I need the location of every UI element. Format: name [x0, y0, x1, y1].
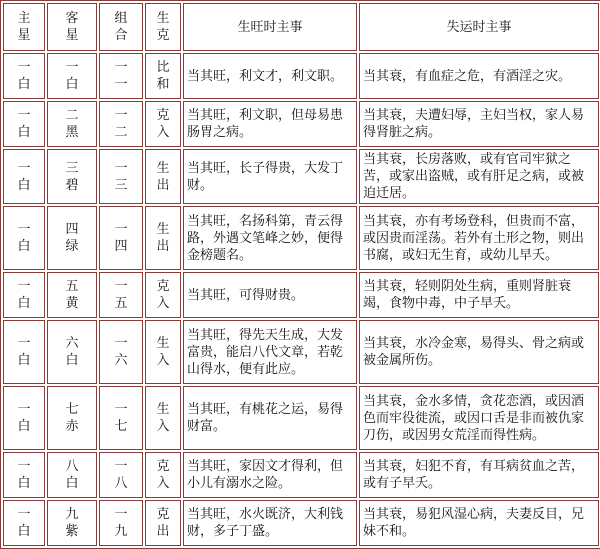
combination-cell-line1: 一 [114, 108, 128, 123]
declining-effect-cell: 当其衰，易犯风湿心病，夫妻反目，兄妹不和。 [359, 500, 599, 546]
host-star-cell-line1: 一 [17, 402, 31, 417]
host-star-cell-line1: 一 [17, 222, 31, 237]
combination-cell [99, 386, 143, 450]
relation-cell-line2: 入 [156, 419, 170, 434]
declining-effect-cell: 当其衰，夫遭妇辱，主妇当权，家人易得肾脏之病。 [359, 101, 599, 147]
relation-cell-line2: 出 [156, 524, 170, 539]
relation-cell-line1: 生 [156, 222, 170, 237]
table-body [3, 53, 599, 546]
host-star-cell-line2: 白 [17, 476, 31, 491]
guest-star-cell-line2: 白 [65, 353, 79, 368]
table-row [3, 53, 599, 99]
relation-cell-line1: 克 [156, 108, 170, 123]
host-star-cell [3, 206, 45, 270]
relation-cell [145, 53, 181, 99]
prosperous-effect-cell: 当其旺，利文才，利文职。 [183, 53, 357, 99]
host-star-cell-line2: 白 [17, 353, 31, 368]
host-star-cell-line1: 一 [17, 459, 31, 474]
declining-effect-cell: 当其衰，长房落败，或有官司牢狱之苦，或家出盗贼，或有肝足之病，或被迫迁居。 [359, 149, 599, 204]
guest-star-cell [47, 101, 97, 147]
relation-cell [145, 500, 181, 546]
guest-star-cell-line2: 黄 [65, 296, 79, 311]
header-host-star [3, 3, 45, 51]
header-host-star-line1: 主 [17, 11, 31, 26]
table-row [3, 452, 599, 498]
header-combination [99, 3, 143, 51]
header-guest-star [47, 3, 97, 51]
guest-star-cell-line2: 赤 [65, 419, 79, 434]
table-row [3, 101, 599, 147]
guest-star-cell-line2: 碧 [65, 177, 79, 193]
host-star-cell [3, 386, 45, 450]
relation-cell-line1: 生 [156, 402, 170, 417]
host-star-cell-line2: 白 [17, 125, 31, 140]
host-star-cell-line1: 一 [17, 60, 31, 75]
guest-star-cell-line1: 八 [65, 459, 79, 474]
relation-cell-line2: 入 [156, 125, 170, 140]
relation-cell [145, 452, 181, 498]
table-row [3, 206, 599, 270]
prosperous-effect-cell: 当其旺，家因文才得利，但小儿有溺水之险。 [183, 452, 357, 498]
prosperous-effect-cell: 当其旺，利文职，但母易患肠胃之病。 [183, 101, 357, 147]
header-combination-line2: 合 [114, 28, 128, 43]
header-guest-star-line1: 客 [65, 11, 79, 26]
combination-cell-line1: 一 [114, 507, 128, 522]
host-star-cell-line1: 一 [17, 279, 31, 294]
declining-effect-cell: 当其衰，亦有考场登科，但贵而不富，或因贵而淫荡。若外有土形之物，则出书腐，或妇无生育，或幼儿早夭。 [359, 206, 599, 270]
host-star-cell-line2: 白 [17, 239, 31, 254]
header-relation-line2: 克 [156, 28, 170, 43]
combination-cell [99, 206, 143, 270]
combination-cell [99, 272, 143, 318]
header-row [3, 3, 599, 51]
relation-cell-line1: 生 [156, 160, 170, 176]
relation-cell [145, 101, 181, 147]
guest-star-cell [47, 206, 97, 270]
prosperous-effect-cell: 当其旺，长子得贵，大发丁财。 [183, 149, 357, 204]
prosperous-effect-cell: 当其旺，名扬科第，青云得路，外遇文笔峰之妙，便得金榜题名。 [183, 206, 357, 270]
host-star-cell [3, 101, 45, 147]
host-star-cell [3, 149, 45, 204]
host-star-cell-line1: 一 [17, 336, 31, 351]
relation-cell-line2: 出 [156, 239, 170, 254]
guest-star-cell [47, 149, 97, 204]
header-relation-line1: 生 [156, 11, 170, 26]
declining-effect-cell: 当其衰，金水多情，贪花恋酒，或因酒色而牢役徙流，或因口舌是非而被仇家刀伤，或因男女荒淫而得性病。 [359, 386, 599, 450]
relation-cell-line1: 克 [156, 507, 170, 522]
guest-star-cell [47, 272, 97, 318]
combination-cell [99, 149, 143, 204]
header-relation [145, 3, 181, 51]
declining-effect-cell: 当其衰，轻则阴处生病，重则肾脏衰竭，食物中毒，中子早夭。 [359, 272, 599, 318]
host-star-cell-line2: 白 [17, 77, 31, 92]
host-star-cell-line2: 白 [17, 524, 31, 539]
prosperous-effect-cell: 当其旺，有桃花之运，易得财富。 [183, 386, 357, 450]
guest-star-cell [47, 320, 97, 384]
host-star-cell-line1: 一 [17, 507, 31, 522]
combination-cell-line2: 六 [114, 353, 128, 368]
combination-cell-line2: 三 [114, 177, 128, 193]
header-combination-line1: 组 [114, 11, 128, 26]
relation-cell [145, 320, 181, 384]
table-row [3, 386, 599, 450]
relation-cell [145, 206, 181, 270]
relation-cell-line2: 入 [156, 476, 170, 491]
header-prosperous: 生旺时主事 [183, 3, 357, 51]
guest-star-cell-line2: 黑 [65, 125, 79, 140]
relation-cell [145, 272, 181, 318]
guest-star-cell [47, 452, 97, 498]
host-star-cell [3, 500, 45, 546]
guest-star-cell-line1: 五 [65, 279, 79, 294]
guest-star-cell-line1: 四 [65, 222, 79, 237]
header-declining: 失运时主事 [359, 3, 599, 51]
prosperous-effect-cell: 当其旺，可得财贵。 [183, 272, 357, 318]
declining-effect-cell: 当其衰，水冷金寒，易得头、骨之病或被金属所伤。 [359, 320, 599, 384]
guest-star-cell-line1: 一 [65, 60, 79, 75]
header-host-star-line2: 星 [17, 28, 31, 43]
guest-star-cell-line2: 白 [65, 77, 79, 92]
host-star-cell [3, 452, 45, 498]
header-guest-star-line2: 星 [65, 28, 79, 43]
relation-cell-line1: 生 [156, 336, 170, 351]
combination-cell-line2: 一 [114, 77, 128, 92]
combination-cell-line1: 一 [114, 336, 128, 351]
host-star-cell [3, 272, 45, 318]
combination-cell-line1: 一 [114, 279, 128, 294]
relation-cell-line1: 克 [156, 279, 170, 294]
table-row [3, 149, 599, 204]
table-row [3, 320, 599, 384]
combination-cell-line1: 一 [114, 222, 128, 237]
table-row [3, 272, 599, 318]
guest-star-cell-line2: 绿 [65, 239, 79, 254]
guest-star-cell-line2: 紫 [65, 524, 79, 539]
prosperous-effect-cell: 当其旺，得先天生成，大发富贵，能启八代文章，若乾山得水，便有此应。 [183, 320, 357, 384]
relation-cell-line1: 比 [156, 60, 170, 75]
guest-star-cell-line1: 七 [65, 402, 79, 417]
combination-cell [99, 320, 143, 384]
combination-cell-line1: 一 [114, 60, 128, 75]
relation-cell-line2: 出 [156, 177, 170, 193]
combination-cell [99, 101, 143, 147]
prosperous-effect-cell: 当其旺，水火既济，大利钱财，多子丁盛。 [183, 500, 357, 546]
combination-cell-line2: 七 [114, 419, 128, 434]
guest-star-cell-line1: 三 [65, 160, 79, 176]
declining-effect-cell: 当其衰，有血症之危，有酒淫之灾。 [359, 53, 599, 99]
relation-cell [145, 149, 181, 204]
combination-cell [99, 53, 143, 99]
table-row [3, 500, 599, 546]
guest-star-cell-line1: 二 [65, 108, 79, 123]
host-star-cell-line2: 白 [17, 419, 31, 434]
relation-cell-line2: 入 [156, 296, 170, 311]
declining-effect-cell: 当其衰，妇犯不育，有耳病贫血之苦，或有子早夭。 [359, 452, 599, 498]
host-star-cell-line1: 一 [17, 160, 31, 176]
host-star-cell [3, 53, 45, 99]
host-star-cell-line1: 一 [17, 108, 31, 123]
combination-cell-line2: 四 [114, 239, 128, 254]
host-star-cell [3, 320, 45, 384]
combination-cell-line1: 一 [114, 459, 128, 474]
guest-star-cell [47, 500, 97, 546]
relation-cell [145, 386, 181, 450]
combination-cell-line2: 九 [114, 524, 128, 539]
relation-cell-line1: 克 [156, 459, 170, 474]
guest-star-cell-line1: 六 [65, 336, 79, 351]
combination-cell-line1: 一 [114, 160, 128, 176]
combination-cell-line1: 一 [114, 402, 128, 417]
combination-cell [99, 452, 143, 498]
combination-cell-line2: 五 [114, 296, 128, 311]
relation-cell-line2: 入 [156, 353, 170, 368]
guest-star-cell-line1: 九 [65, 507, 79, 522]
relation-cell-line2: 和 [156, 77, 170, 92]
combination-cell-line2: 八 [114, 476, 128, 491]
combination-cell [99, 500, 143, 546]
host-star-cell-line2: 白 [17, 296, 31, 311]
guest-star-cell [47, 386, 97, 450]
guest-star-cell [47, 53, 97, 99]
combination-cell-line2: 二 [114, 125, 128, 140]
guest-star-cell-line2: 白 [65, 476, 79, 491]
host-star-cell-line2: 白 [17, 177, 31, 193]
